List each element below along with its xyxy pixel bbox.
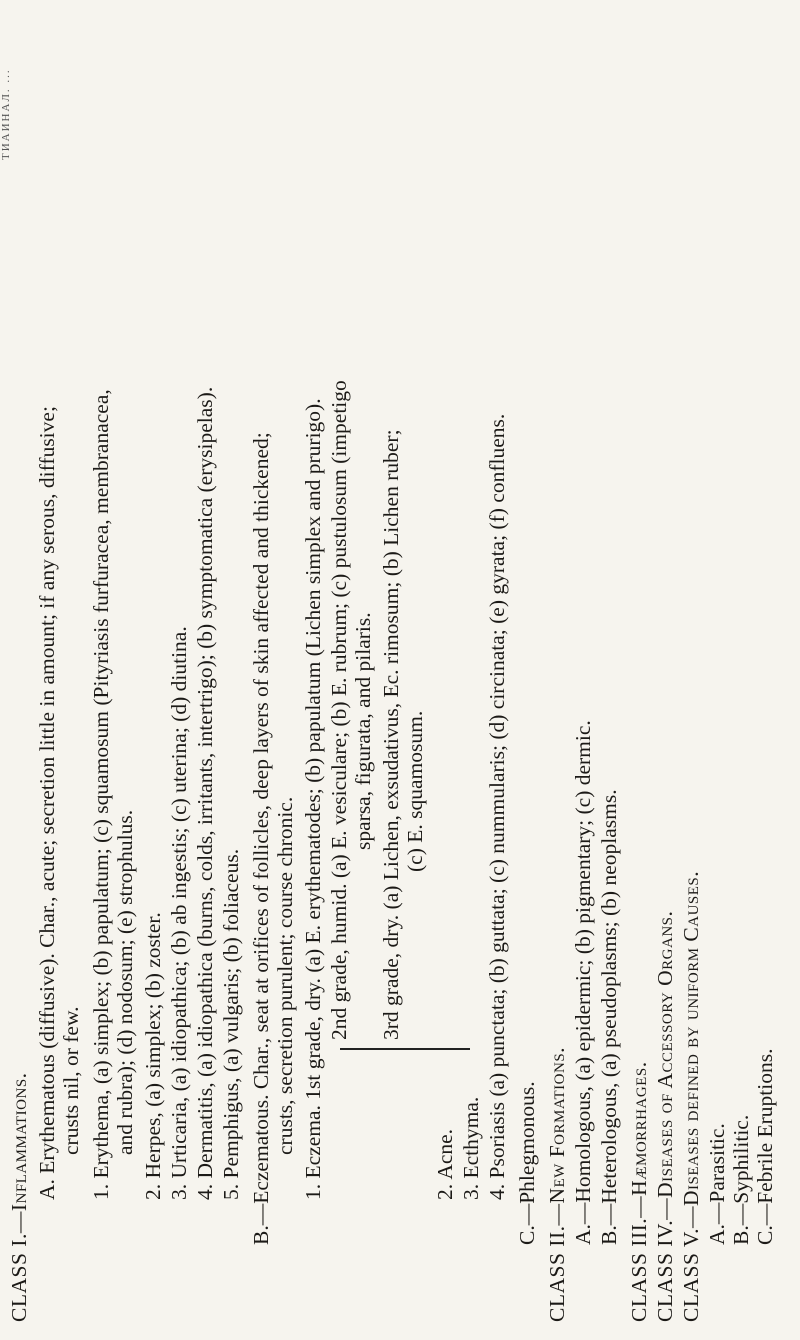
text-line: B.—Eczematous. Char., seat at orifices of follicles, deep layers of skin affected and thickened; — [249, 432, 273, 1245]
text-line: crusts, secretion purulent; course chronic. — [273, 796, 297, 1155]
text-line: CLASS III.—Hæmorrhages. — [627, 1061, 651, 1322]
text-line: C.—Febrile Eruptions. — [753, 1048, 777, 1245]
text-line: A.—Homologous, (a) epidermic; (b) pigmentary; (c) dermic. — [571, 720, 595, 1245]
text-line: 1. Eczema. 1st grade, dry. (a) E. erythematodes; (b) papulatum (Lichen simplex and prurigo). — [301, 398, 325, 1200]
text-line: 5. Pemphigus, (a) vulgaris; (b) foliaceus. — [219, 848, 243, 1200]
text-line: A.—Parasitic. — [705, 1123, 729, 1245]
text-line: crusts nil, or few. — [59, 1006, 83, 1155]
text-line: CLASS V.—Diseases defined by uniform Causes. — [679, 870, 703, 1322]
text-line: sparsa, figurata, and pilaris. — [351, 612, 375, 850]
text-line: (c) E. squamosum. — [403, 710, 427, 872]
text-line: 2. Herpes, (a) simplex; (b) zoster. — [141, 912, 165, 1200]
text-line: 3rd grade, dry. (a) Lichen, exsudativus, Ec. rimosum; (b) Lichen ruber; — [379, 429, 403, 1040]
page-top-strip: ТИАИНАЛ. ... — [0, 68, 12, 160]
text-line: CLASS I.—Inflammations. — [7, 1072, 31, 1322]
text-line: C.—Phlegmonous. — [515, 1081, 539, 1245]
text-line: A. Erythematous (diffusive). Char., acute; secretion little in amount; if any serous, diffusive; — [35, 406, 59, 1200]
text-line: 4. Dermatitis, (a) idiopathica (burns, colds, irritants, intertrigo); (b) symptomatica (erysipelas). — [193, 386, 217, 1200]
text-line: CLASS IV.—Diseases of Accessory Organs. — [653, 910, 677, 1322]
eczema-brace — [340, 1048, 470, 1050]
text-line: 4. Psoriasis (a) punctata; (b) guttata; (c) nummularis; (d) circinata; (e) gyrata; (f) confluens. — [485, 413, 509, 1200]
text-line: 2. Acne. — [433, 1128, 457, 1200]
text-line: 3. Urticaria, (a) idiopathica; (b) ab ingestis; (c) uterina; (d) diutina. — [167, 626, 191, 1200]
text-line: and rubra); (d) nodosum; (e) strophulus. — [113, 809, 137, 1155]
text-line: B.—Heterologous, (a) pseudoplasms; (b) neoplasms. — [597, 789, 621, 1245]
text-line: CLASS II.—New Formations. — [545, 1046, 569, 1322]
text-line: 1. Erythema, (a) simplex; (b) papulatum; (c) squamosum (Pityriasis furfuracea, membranacea, — [89, 389, 113, 1200]
text-line: B.—Syphilitic. — [729, 1114, 753, 1245]
text-line: 3. Ecthyma. — [459, 1096, 483, 1200]
text-line: 2nd grade, humid. (a) E. vesiculare; (b) E. rubrum; (c) pustulosum (impetigo — [327, 380, 351, 1040]
